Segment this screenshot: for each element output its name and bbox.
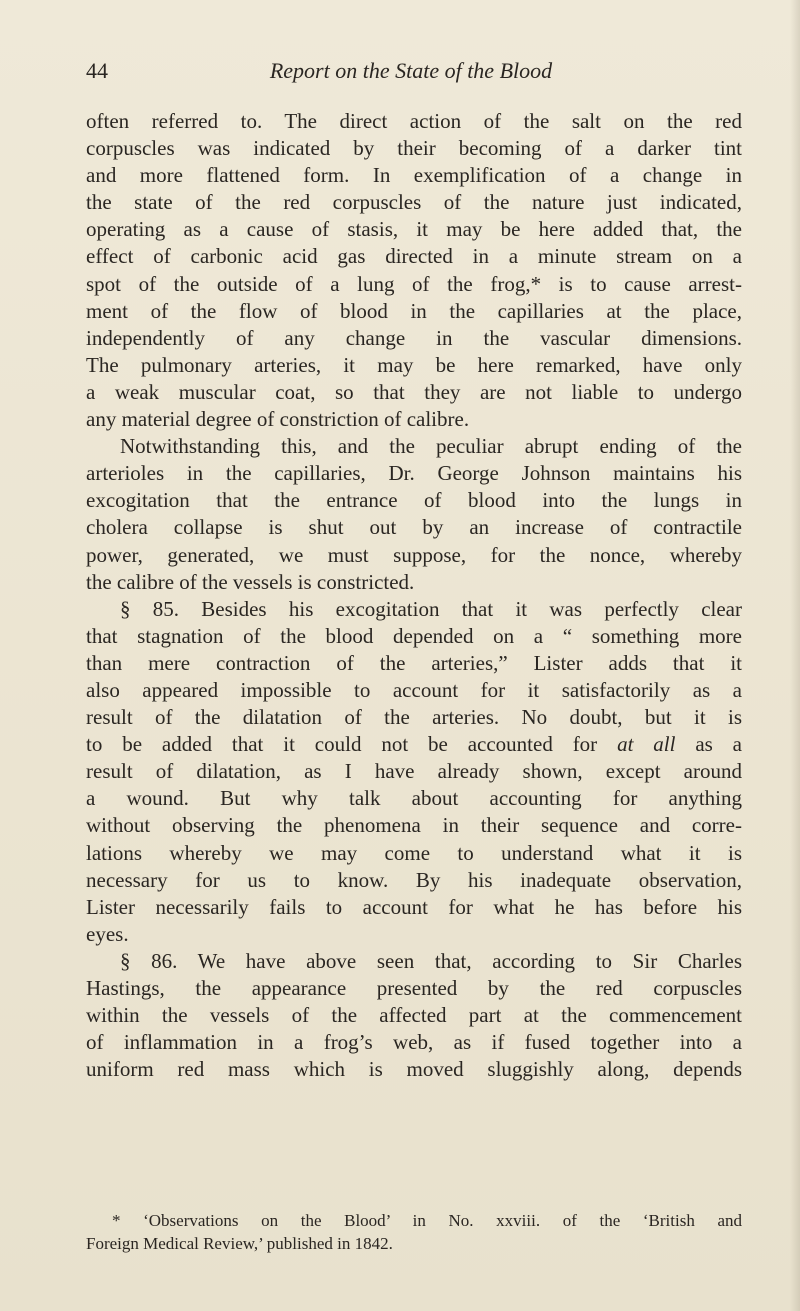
- text-segment: to be added that it could not be accounted for: [86, 732, 598, 757]
- footnote-line: Foreign Medical Review,’ published in 1842.: [86, 1234, 393, 1253]
- page-header: [86, 58, 736, 88]
- text-line: lations whereby we may come to understand what it is: [86, 840, 742, 865]
- text-line: power, generated, we must suppose, for the nonce, whereby: [86, 542, 742, 567]
- text-line: the calibre of the vessels is constricted.: [86, 569, 415, 594]
- text-line: the state of the red corpuscles of the nature just indicated,: [86, 190, 742, 215]
- text-line: a weak muscular coat, so that they are not liable to undergo: [86, 379, 742, 404]
- text-line: uniform red mass which is moved sluggishly along, depends: [86, 1057, 742, 1082]
- text-line: ment of the flow of blood in the capillaries at the place,: [86, 298, 742, 323]
- section-86-line: § 86. We have above seen that, according to Sir Charles: [120, 948, 742, 973]
- text-line: of inflammation in a frog’s web, as if fused together into a: [86, 1030, 742, 1055]
- text-line: result of the dilatation of the arteries. No doubt, but it is: [86, 705, 742, 730]
- text-line: cholera collapse is shut out by an increase of contractile: [86, 515, 742, 540]
- section-85-line: § 85. Besides his excogitation that it was perfectly clear: [120, 596, 742, 621]
- text-line: corpuscles was indicated by their becoming of a darker tint: [86, 136, 742, 161]
- italic-phrase: at all: [617, 732, 676, 757]
- page-number: 44: [86, 58, 108, 83]
- text-line: independently of any change in the vascular dimensions.: [86, 325, 742, 350]
- text-line: result of dilatation, as I have already shown, except around: [86, 759, 742, 784]
- text-line: any material degree of constriction of calibre.: [86, 407, 470, 432]
- text-line: The pulmonary arteries, it may be here remarked, have only: [86, 352, 742, 377]
- text-segment: as a: [695, 732, 742, 757]
- text-line: that stagnation of the blood depended on a “ something more: [86, 623, 742, 648]
- text-line: operating as a cause of stasis, it may be here added that, the: [86, 217, 742, 242]
- footnote-line: * ‘Observations on the Blood’ in No. xxviii. of the ‘British and: [112, 1211, 742, 1230]
- paragraph-start-line: Notwithstanding this, and the peculiar abrupt ending of the: [120, 434, 742, 459]
- text-line: also appeared impossible to account for it satisfactorily as a: [86, 677, 742, 702]
- text-line: spot of the outside of a lung of the frog,* is to cause arrest-: [86, 271, 742, 296]
- text-line: often referred to. The direct action of the salt on the red: [86, 109, 742, 133]
- text-line: a wound. But why talk about accounting for anything: [86, 786, 742, 811]
- text-line: Hastings, the appearance presented by the red corpuscles: [86, 976, 742, 1000]
- footnote: [86, 1209, 742, 1255]
- text-line: eyes.: [86, 921, 129, 946]
- text-line-with-italic: [86, 731, 742, 758]
- body-text: [86, 108, 742, 1083]
- text-line: effect of carbonic acid gas directed in a minute stream on a: [86, 244, 742, 269]
- text-line: without observing the phenomena in their sequence and corre-: [86, 813, 742, 838]
- running-title: Report on the State of the Blood: [269, 58, 553, 83]
- page-edge-shadow: [790, 0, 800, 1311]
- text-line: excogitation that the entrance of blood into the lungs in: [86, 488, 742, 513]
- text-line: and more flattened form. In exemplification of a change in: [86, 163, 742, 188]
- text-line: Lister necessarily fails to account for what he has before his: [86, 894, 742, 919]
- text-line: than mere contraction of the arteries,” Lister adds that it: [86, 650, 742, 675]
- text-line: necessary for us to know. By his inadequate observation,: [86, 867, 742, 892]
- text-line: within the vessels of the affected part at the commencement: [86, 1003, 742, 1028]
- text-line: arterioles in the capillaries, Dr. George Johnson maintains his: [86, 461, 742, 486]
